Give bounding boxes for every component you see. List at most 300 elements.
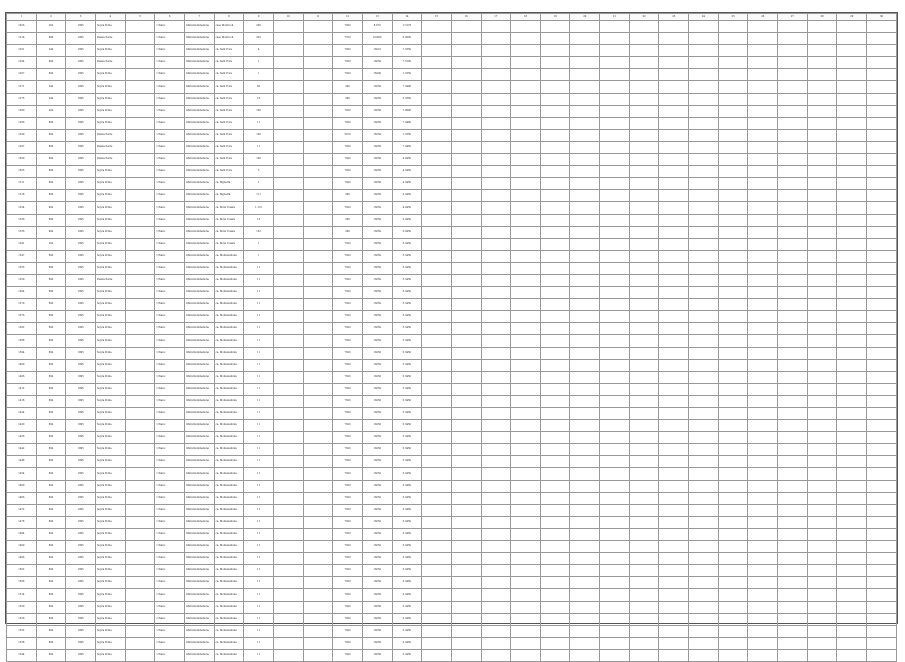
column-header[interactable]: 28: [807, 14, 837, 21]
table-cell: ca. Sant Eora: [214, 45, 244, 57]
table-cell: [629, 432, 659, 444]
table-cell: [570, 262, 600, 274]
table-cell: 89d: [36, 395, 66, 407]
table-cell: 89d: [36, 371, 66, 383]
table-cell: Sopra Ponte: [95, 69, 125, 81]
table-cell: 11: [244, 637, 274, 649]
table-cell: [659, 371, 689, 383]
table-cell: ca. Sant Eora: [214, 154, 244, 166]
column-header[interactable]: 16: [451, 14, 481, 21]
table-row[interactable]: [7, 117, 897, 129]
column-header[interactable]: 15: [422, 14, 452, 21]
table-cell: [659, 262, 689, 274]
table-row[interactable]: [7, 33, 897, 45]
table-row[interactable]: [7, 625, 897, 637]
table-cell: [718, 45, 748, 57]
table-row[interactable]: [7, 178, 897, 190]
table-cell: [422, 335, 452, 347]
table-cell: 1 Piano: [155, 311, 185, 323]
table-row[interactable]: [7, 190, 897, 202]
table-cell: [570, 492, 600, 504]
table-cell: Ghirardominatione: [184, 81, 214, 93]
table-cell: Ghirardominatione: [184, 565, 214, 577]
table-cell: [273, 383, 303, 395]
table-row[interactable]: [7, 81, 897, 93]
table-row[interactable]: [7, 129, 897, 141]
table-cell: [718, 214, 748, 226]
table-cell: [451, 81, 481, 93]
table-cell: 13050: [362, 214, 392, 226]
column-header[interactable]: 27: [778, 14, 808, 21]
table-cell: [125, 347, 155, 359]
table-cell: [778, 323, 808, 335]
table-cell: 13050: [362, 565, 392, 577]
table-cell: 1478: [7, 516, 37, 528]
table-row[interactable]: [7, 565, 897, 577]
table-cell: [659, 190, 689, 202]
table-row[interactable]: [7, 166, 897, 178]
table-cell: [600, 504, 630, 516]
table-row[interactable]: [7, 492, 897, 504]
table-cell: [837, 299, 867, 311]
table-row[interactable]: [7, 226, 897, 238]
table-cell: [600, 347, 630, 359]
table-cell: Ghirardominatione: [184, 69, 214, 81]
table-cell: [570, 190, 600, 202]
table-cell: [718, 323, 748, 335]
table-cell: 7300: [333, 625, 363, 637]
table-cell: [718, 202, 748, 214]
table-cell: [570, 541, 600, 553]
table-cell: 89d: [36, 287, 66, 299]
table-cell: 13050: [362, 287, 392, 299]
table-cell: [600, 323, 630, 335]
table-cell: [303, 444, 333, 456]
table-row[interactable]: [7, 420, 897, 432]
table-cell: [718, 541, 748, 553]
table-cell: [481, 649, 511, 661]
table-cell: ca. Montebelluna: [214, 262, 244, 274]
table-cell: 89d: [36, 69, 66, 81]
table-cell: [689, 57, 719, 69]
header-row: [7, 14, 897, 21]
column-header[interactable]: 29: [837, 14, 867, 21]
table-cell: [303, 202, 333, 214]
table-cell: 13050: [362, 141, 392, 153]
table-cell: [807, 347, 837, 359]
table-cell: Sopra Ponte: [95, 420, 125, 432]
table-cell: [807, 408, 837, 420]
table-cell: [718, 408, 748, 420]
table-cell: 5.3450: [392, 480, 422, 492]
table-cell: 7.0450: [392, 141, 422, 153]
table-cell: 1418: [7, 395, 37, 407]
column-header[interactable]: 9: [244, 14, 274, 21]
table-cell: 89d: [36, 504, 66, 516]
table-cell: ca. Montebelluna: [214, 432, 244, 444]
table-cell: [511, 420, 541, 432]
table-row[interactable]: [7, 274, 897, 286]
column-header[interactable]: 23: [659, 14, 689, 21]
table-cell: [807, 154, 837, 166]
table-cell: [867, 371, 897, 383]
table-row[interactable]: [7, 408, 897, 420]
table-cell: [511, 395, 541, 407]
table-cell: [273, 541, 303, 553]
table-row[interactable]: [7, 335, 897, 347]
table-cell: 5.3450: [392, 274, 422, 286]
table-row[interactable]: [7, 214, 897, 226]
table-cell: 1 Piano: [155, 504, 185, 516]
column-header[interactable]: 17: [481, 14, 511, 21]
table-cell: [718, 432, 748, 444]
table-cell: [718, 226, 748, 238]
table-row[interactable]: [7, 347, 897, 359]
table-cell: [837, 323, 867, 335]
table-cell: 1 Piano: [155, 154, 185, 166]
column-header[interactable]: 13: [362, 14, 392, 21]
table-cell: [570, 649, 600, 661]
table-row[interactable]: [7, 613, 897, 625]
table-row[interactable]: [7, 516, 897, 528]
table-cell: [273, 311, 303, 323]
table-cell: 1 Piano: [155, 347, 185, 359]
table-row[interactable]: [7, 141, 897, 153]
table-cell: [303, 504, 333, 516]
table-cell: [748, 129, 778, 141]
table-row[interactable]: [7, 577, 897, 589]
table-cell: 13050: [362, 613, 392, 625]
table-cell: [867, 625, 897, 637]
table-cell: [807, 214, 837, 226]
table-cell: [451, 178, 481, 190]
table-row[interactable]: [7, 601, 897, 613]
table-row[interactable]: [7, 504, 897, 516]
table-cell: [125, 57, 155, 69]
table-cell: ca. Bignetta: [214, 190, 244, 202]
table-cell: [273, 347, 303, 359]
table-cell: [659, 226, 689, 238]
table-cell: 1995: [66, 565, 96, 577]
table-cell: Ghirardominatione: [184, 395, 214, 407]
table-cell: 300: [333, 226, 363, 238]
table-cell: [511, 69, 541, 81]
table-row[interactable]: [7, 202, 897, 214]
table-row[interactable]: [7, 528, 897, 540]
table-cell: [511, 444, 541, 456]
table-row[interactable]: [7, 323, 897, 335]
column-header[interactable]: 7: [184, 14, 214, 21]
table-cell: 89d: [36, 141, 66, 153]
column-header[interactable]: 26: [748, 14, 778, 21]
table-cell: [837, 274, 867, 286]
table-cell: [778, 141, 808, 153]
table-cell: [689, 141, 719, 153]
table-cell: 1995: [66, 649, 96, 661]
table-cell: 11: [244, 456, 274, 468]
table-row[interactable]: [7, 45, 897, 57]
table-cell: 1 Piano: [155, 589, 185, 601]
table-row[interactable]: [7, 57, 897, 69]
table-cell: [303, 117, 333, 129]
table-cell: [600, 166, 630, 178]
table-row[interactable]: [7, 589, 897, 601]
table-cell: 11: [244, 480, 274, 492]
column-header[interactable]: 25: [718, 14, 748, 21]
table-cell: [659, 625, 689, 637]
table-cell: [659, 504, 689, 516]
table-cell: 1995: [66, 468, 96, 480]
table-cell: [659, 178, 689, 190]
table-row[interactable]: [7, 238, 897, 250]
table-cell: [718, 154, 748, 166]
table-cell: 13050: [362, 323, 392, 335]
table-row[interactable]: [7, 105, 897, 117]
table-cell: [481, 323, 511, 335]
table-cell: 1 Piano: [155, 637, 185, 649]
table-cell: [303, 226, 333, 238]
table-cell: [511, 262, 541, 274]
table-cell: [570, 432, 600, 444]
table-cell: 89d: [36, 359, 66, 371]
table-cell: [718, 492, 748, 504]
table-cell: 11: [244, 359, 274, 371]
table-cell: [837, 625, 867, 637]
table-cell: [778, 93, 808, 105]
table-cell: [422, 359, 452, 371]
table-cell: Sopra Ponte: [95, 21, 125, 33]
table-cell: ca. Montebelluna: [214, 335, 244, 347]
column-header[interactable]: 1: [7, 14, 37, 21]
column-header[interactable]: 3: [66, 14, 96, 21]
table-cell: 5.3450: [392, 335, 422, 347]
table-cell: [570, 105, 600, 117]
table-cell: [748, 528, 778, 540]
table-cell: [629, 214, 659, 226]
table-cell: [600, 371, 630, 383]
table-cell: [689, 105, 719, 117]
table-cell: 1995: [66, 238, 96, 250]
table-cell: 1 Piano: [155, 117, 185, 129]
table-cell: [778, 541, 808, 553]
column-header[interactable]: 20: [570, 14, 600, 21]
table-cell: 1995: [66, 311, 96, 323]
table-cell: [689, 45, 719, 57]
table-cell: 1305: [7, 166, 37, 178]
table-cell: [807, 589, 837, 601]
column-header[interactable]: 10: [273, 14, 303, 21]
table-cell: [451, 166, 481, 178]
table-cell: [659, 444, 689, 456]
table-cell: [540, 480, 570, 492]
table-cell: [481, 613, 511, 625]
table-cell: [807, 335, 837, 347]
column-header[interactable]: 18: [511, 14, 541, 21]
table-cell: ca. Montebelluna: [214, 371, 244, 383]
table-cell: [451, 45, 481, 57]
table-cell: [837, 33, 867, 45]
table-row[interactable]: [7, 287, 897, 299]
table-cell: [570, 81, 600, 93]
table-cell: [125, 190, 155, 202]
table-cell: 1995: [66, 492, 96, 504]
table-row[interactable]: [7, 250, 897, 262]
table-cell: 7.0400: [392, 117, 422, 129]
table-cell: 13050: [362, 226, 392, 238]
table-row[interactable]: [7, 93, 897, 105]
table-cell: [837, 57, 867, 69]
table-row[interactable]: [7, 649, 897, 661]
table-cell: [481, 250, 511, 262]
table-cell: [748, 601, 778, 613]
table-row[interactable]: [7, 154, 897, 166]
table-cell: 1400: [7, 359, 37, 371]
table-cell: 1472: [7, 504, 37, 516]
table-cell: [570, 577, 600, 589]
table-cell: 7700: [333, 33, 363, 45]
table-cell: [807, 21, 837, 33]
table-cell: [303, 33, 333, 45]
table-cell: [748, 456, 778, 468]
table-cell: [629, 347, 659, 359]
table-row[interactable]: [7, 69, 897, 81]
column-header[interactable]: 11: [303, 14, 333, 21]
table-row[interactable]: [7, 553, 897, 565]
table-cell: [807, 238, 837, 250]
table-cell: [867, 359, 897, 371]
table-cell: [689, 383, 719, 395]
table-cell: [718, 311, 748, 323]
column-header[interactable]: 21: [600, 14, 630, 21]
table-row[interactable]: [7, 541, 897, 553]
table-row[interactable]: [7, 371, 897, 383]
table-cell: 1394: [7, 347, 37, 359]
table-cell: [451, 335, 481, 347]
table-cell: [125, 299, 155, 311]
table-cell: 11: [244, 274, 274, 286]
table-cell: 13050: [362, 395, 392, 407]
table-cell: [629, 625, 659, 637]
table-cell: [570, 637, 600, 649]
table-cell: 1 Piano: [155, 141, 185, 153]
table-cell: Sopra Ponte: [95, 649, 125, 661]
table-cell: [511, 93, 541, 105]
table-row[interactable]: [7, 21, 897, 33]
table-cell: [570, 601, 600, 613]
table-row[interactable]: [7, 480, 897, 492]
table-cell: [867, 504, 897, 516]
table-cell: [451, 154, 481, 166]
table-cell: [748, 311, 778, 323]
table-cell: ca. Montebelluna: [214, 299, 244, 311]
table-cell: 11: [244, 347, 274, 359]
column-header[interactable]: 19: [540, 14, 570, 21]
column-header[interactable]: 30: [867, 14, 897, 21]
table-cell: ca. Sant Eora: [214, 105, 244, 117]
table-cell: [837, 347, 867, 359]
table-cell: [659, 492, 689, 504]
table-cell: [570, 395, 600, 407]
table-cell: [273, 335, 303, 347]
column-header[interactable]: 6: [155, 14, 185, 21]
table-cell: [629, 504, 659, 516]
table-row[interactable]: [7, 444, 897, 456]
table-cell: [659, 541, 689, 553]
table-cell: [718, 504, 748, 516]
table-cell: 1995: [66, 637, 96, 649]
table-cell: [451, 589, 481, 601]
table-cell: 89d: [36, 420, 66, 432]
table-cell: [689, 601, 719, 613]
table-row[interactable]: [7, 299, 897, 311]
table-cell: [778, 395, 808, 407]
table-cell: [689, 577, 719, 589]
table-cell: ca. Sant Eora: [214, 57, 244, 69]
table-cell: [125, 262, 155, 274]
table-cell: [540, 601, 570, 613]
column-header[interactable]: 2: [36, 14, 66, 21]
table-cell: 1 Piano: [155, 214, 185, 226]
table-cell: ca. Montebelluna: [214, 504, 244, 516]
table-cell: [422, 299, 452, 311]
table-cell: [807, 274, 837, 286]
column-header[interactable]: 12: [333, 14, 363, 21]
table-row[interactable]: [7, 311, 897, 323]
table-row[interactable]: [7, 383, 897, 395]
column-header[interactable]: 22: [629, 14, 659, 21]
table-cell: [867, 69, 897, 81]
table-cell: [600, 456, 630, 468]
table-row[interactable]: [7, 262, 897, 274]
table-cell: 1297: [7, 141, 37, 153]
table-cell: 5.3450: [392, 238, 422, 250]
table-cell: [659, 335, 689, 347]
table-cell: [540, 57, 570, 69]
table-cell: [659, 250, 689, 262]
table-cell: 13050: [362, 238, 392, 250]
table-cell: [837, 226, 867, 238]
table-cell: [273, 516, 303, 528]
table-cell: [422, 141, 452, 153]
table-cell: [303, 21, 333, 33]
column-header[interactable]: 14: [392, 14, 422, 21]
table-cell: [570, 408, 600, 420]
table-row[interactable]: [7, 468, 897, 480]
table-cell: Ghirardominatione: [184, 601, 214, 613]
column-header[interactable]: 24: [689, 14, 719, 21]
table-cell: 1442: [7, 444, 37, 456]
table-cell: [807, 190, 837, 202]
table-cell: Ghirardominatione: [184, 57, 214, 69]
column-header[interactable]: 5: [125, 14, 155, 21]
table-row[interactable]: [7, 637, 897, 649]
table-cell: 1995: [66, 154, 96, 166]
table-cell: Ghirardominatione: [184, 335, 214, 347]
table-row[interactable]: [7, 456, 897, 468]
column-header[interactable]: 8: [214, 14, 244, 21]
table-cell: [481, 589, 511, 601]
table-cell: [600, 408, 630, 420]
table-row[interactable]: [7, 359, 897, 371]
table-cell: [689, 492, 719, 504]
table-cell: 300: [333, 93, 363, 105]
table-cell: [570, 468, 600, 480]
table-row[interactable]: [7, 432, 897, 444]
column-header[interactable]: 4: [95, 14, 125, 21]
table-cell: [273, 33, 303, 45]
table-cell: [600, 190, 630, 202]
table-row[interactable]: [7, 395, 897, 407]
